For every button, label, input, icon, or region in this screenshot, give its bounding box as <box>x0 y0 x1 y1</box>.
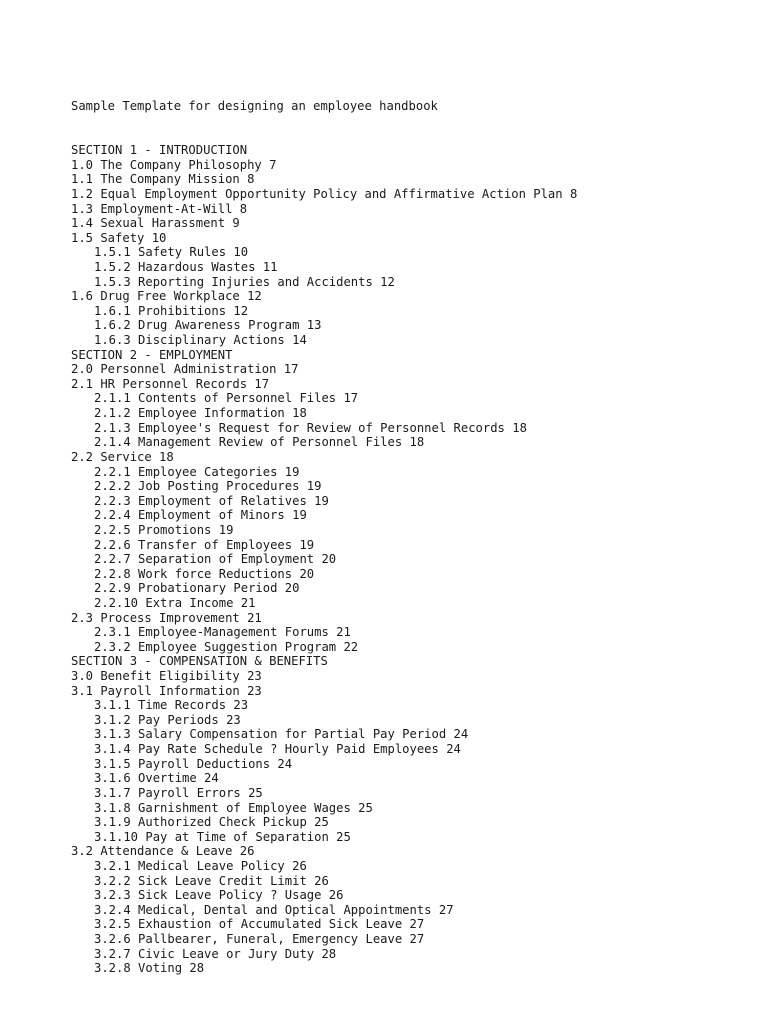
section-heading: SECTION 1 - INTRODUCTION <box>71 143 248 158</box>
toc-subentry: 2.2.7 Separation of Employment 20 <box>94 552 337 567</box>
toc-subentry: 2.3.1 Employee-Management Forums 21 <box>94 625 351 640</box>
toc-entry: 1.2 Equal Employment Opportunity Policy and Affirmative Action Plan 8 <box>71 186 578 201</box>
toc-entry: 2.0 Personnel Administration 17 <box>71 362 299 377</box>
toc-subentry: 2.2.2 Job Posting Procedures 19 <box>94 479 322 494</box>
toc-subentry: 2.1.3 Employee's Request for Review of Personnel Records 18 <box>94 420 527 435</box>
toc-subentry: 3.2.2 Sick Leave Credit Limit 26 <box>94 873 329 888</box>
toc-entry: 3.2 Attendance & Leave 26 <box>71 844 255 859</box>
toc-subentry: 3.2.6 Pallbearer, Funeral, Emergency Leave 27 <box>94 932 425 947</box>
toc-subentry: 3.1.9 Authorized Check Pickup 25 <box>94 815 329 830</box>
document-page <box>71 70 751 990</box>
toc-subentry: 2.2.9 Probationary Period 20 <box>94 581 300 596</box>
toc-subentry: 3.1.7 Payroll Errors 25 <box>94 785 263 800</box>
toc-subentry: 3.2.8 Voting 28 <box>94 961 205 976</box>
toc-subentry: 3.1.10 Pay at Time of Separation 25 <box>94 829 351 844</box>
toc-subentry: 1.5.1 Safety Rules 10 <box>94 245 249 260</box>
toc-subentry: 3.2.3 Sick Leave Policy ? Usage 26 <box>94 888 344 903</box>
toc-subentry: 1.6.3 Disciplinary Actions 14 <box>94 333 307 348</box>
toc-subentry: 2.1.4 Management Review of Personnel Files 18 <box>94 435 425 450</box>
toc-subentry: 3.2.5 Exhaustion of Accumulated Sick Leave 27 <box>94 917 425 932</box>
toc-subentry: 2.2.3 Employment of Relatives 19 <box>94 493 329 508</box>
toc-subentry: 3.1.2 Pay Periods 23 <box>94 712 241 727</box>
toc-subentry: 2.2.5 Promotions 19 <box>94 522 234 537</box>
toc-entry: 3.0 Benefit Eligibility 23 <box>71 669 262 684</box>
table-of-contents <box>71 143 751 976</box>
toc-subentry: 3.2.1 Medical Leave Policy 26 <box>94 858 307 873</box>
toc-subentry: 2.1.2 Employee Information 18 <box>94 406 307 421</box>
toc-subentry: 1.5.2 Hazardous Wastes 11 <box>94 259 278 274</box>
toc-entry: 2.2 Service 18 <box>71 449 174 464</box>
toc-subentry: 3.1.8 Garnishment of Employee Wages 25 <box>94 800 373 815</box>
toc-subentry: 2.2.6 Transfer of Employees 19 <box>94 537 315 552</box>
toc-subentry: 3.1.5 Payroll Deductions 24 <box>94 756 293 771</box>
toc-subentry: 3.1.6 Overtime 24 <box>94 771 219 786</box>
toc-entry: 2.1 HR Personnel Records 17 <box>71 376 270 391</box>
toc-subentry: 3.2.7 Civic Leave or Jury Duty 28 <box>94 946 337 961</box>
toc-subentry: 3.1.4 Pay Rate Schedule ? Hourly Paid Employees 24 <box>94 742 461 757</box>
toc-entry: 1.4 Sexual Harassment 9 <box>71 216 240 231</box>
toc-subentry: 1.6.1 Prohibitions 12 <box>94 303 249 318</box>
toc-entry: 1.3 Employment-At-Will 8 <box>71 201 248 216</box>
toc-subentry: 2.2.1 Employee Categories 19 <box>94 464 300 479</box>
toc-subentry: 2.1.1 Contents of Personnel Files 17 <box>94 391 359 406</box>
toc-subentry: 2.2.4 Employment of Minors 19 <box>94 508 307 523</box>
toc-entry: 3.1 Payroll Information 23 <box>71 683 262 698</box>
toc-subentry: 1.5.3 Reporting Injuries and Accidents 12 <box>94 274 395 289</box>
toc-entry: 1.1 The Company Mission 8 <box>71 172 255 187</box>
toc-subentry: 3.1.3 Salary Compensation for Partial Pay Period 24 <box>94 727 469 742</box>
toc-entry: 1.0 The Company Philosophy 7 <box>71 157 277 172</box>
section-heading: SECTION 3 - COMPENSATION & BENEFITS <box>71 654 328 669</box>
toc-subentry: 2.2.8 Work force Reductions 20 <box>94 566 315 581</box>
toc-entry: 1.5 Safety 10 <box>71 230 167 245</box>
toc-subentry: 2.3.2 Employee Suggestion Program 22 <box>94 639 359 654</box>
toc-subentry: 1.6.2 Drug Awareness Program 13 <box>94 318 322 333</box>
document-title: Sample Template for designing an employee handbook <box>71 99 438 114</box>
toc-entry: 1.6 Drug Free Workplace 12 <box>71 289 262 304</box>
toc-entry: 2.3 Process Improvement 21 <box>71 610 262 625</box>
toc-subentry: 3.1.1 Time Records 23 <box>94 698 249 713</box>
section-heading: SECTION 2 - EMPLOYMENT <box>71 347 233 362</box>
toc-subentry: 3.2.4 Medical, Dental and Optical Appointments 27 <box>94 902 454 917</box>
toc-subentry: 2.2.10 Extra Income 21 <box>94 596 256 610</box>
